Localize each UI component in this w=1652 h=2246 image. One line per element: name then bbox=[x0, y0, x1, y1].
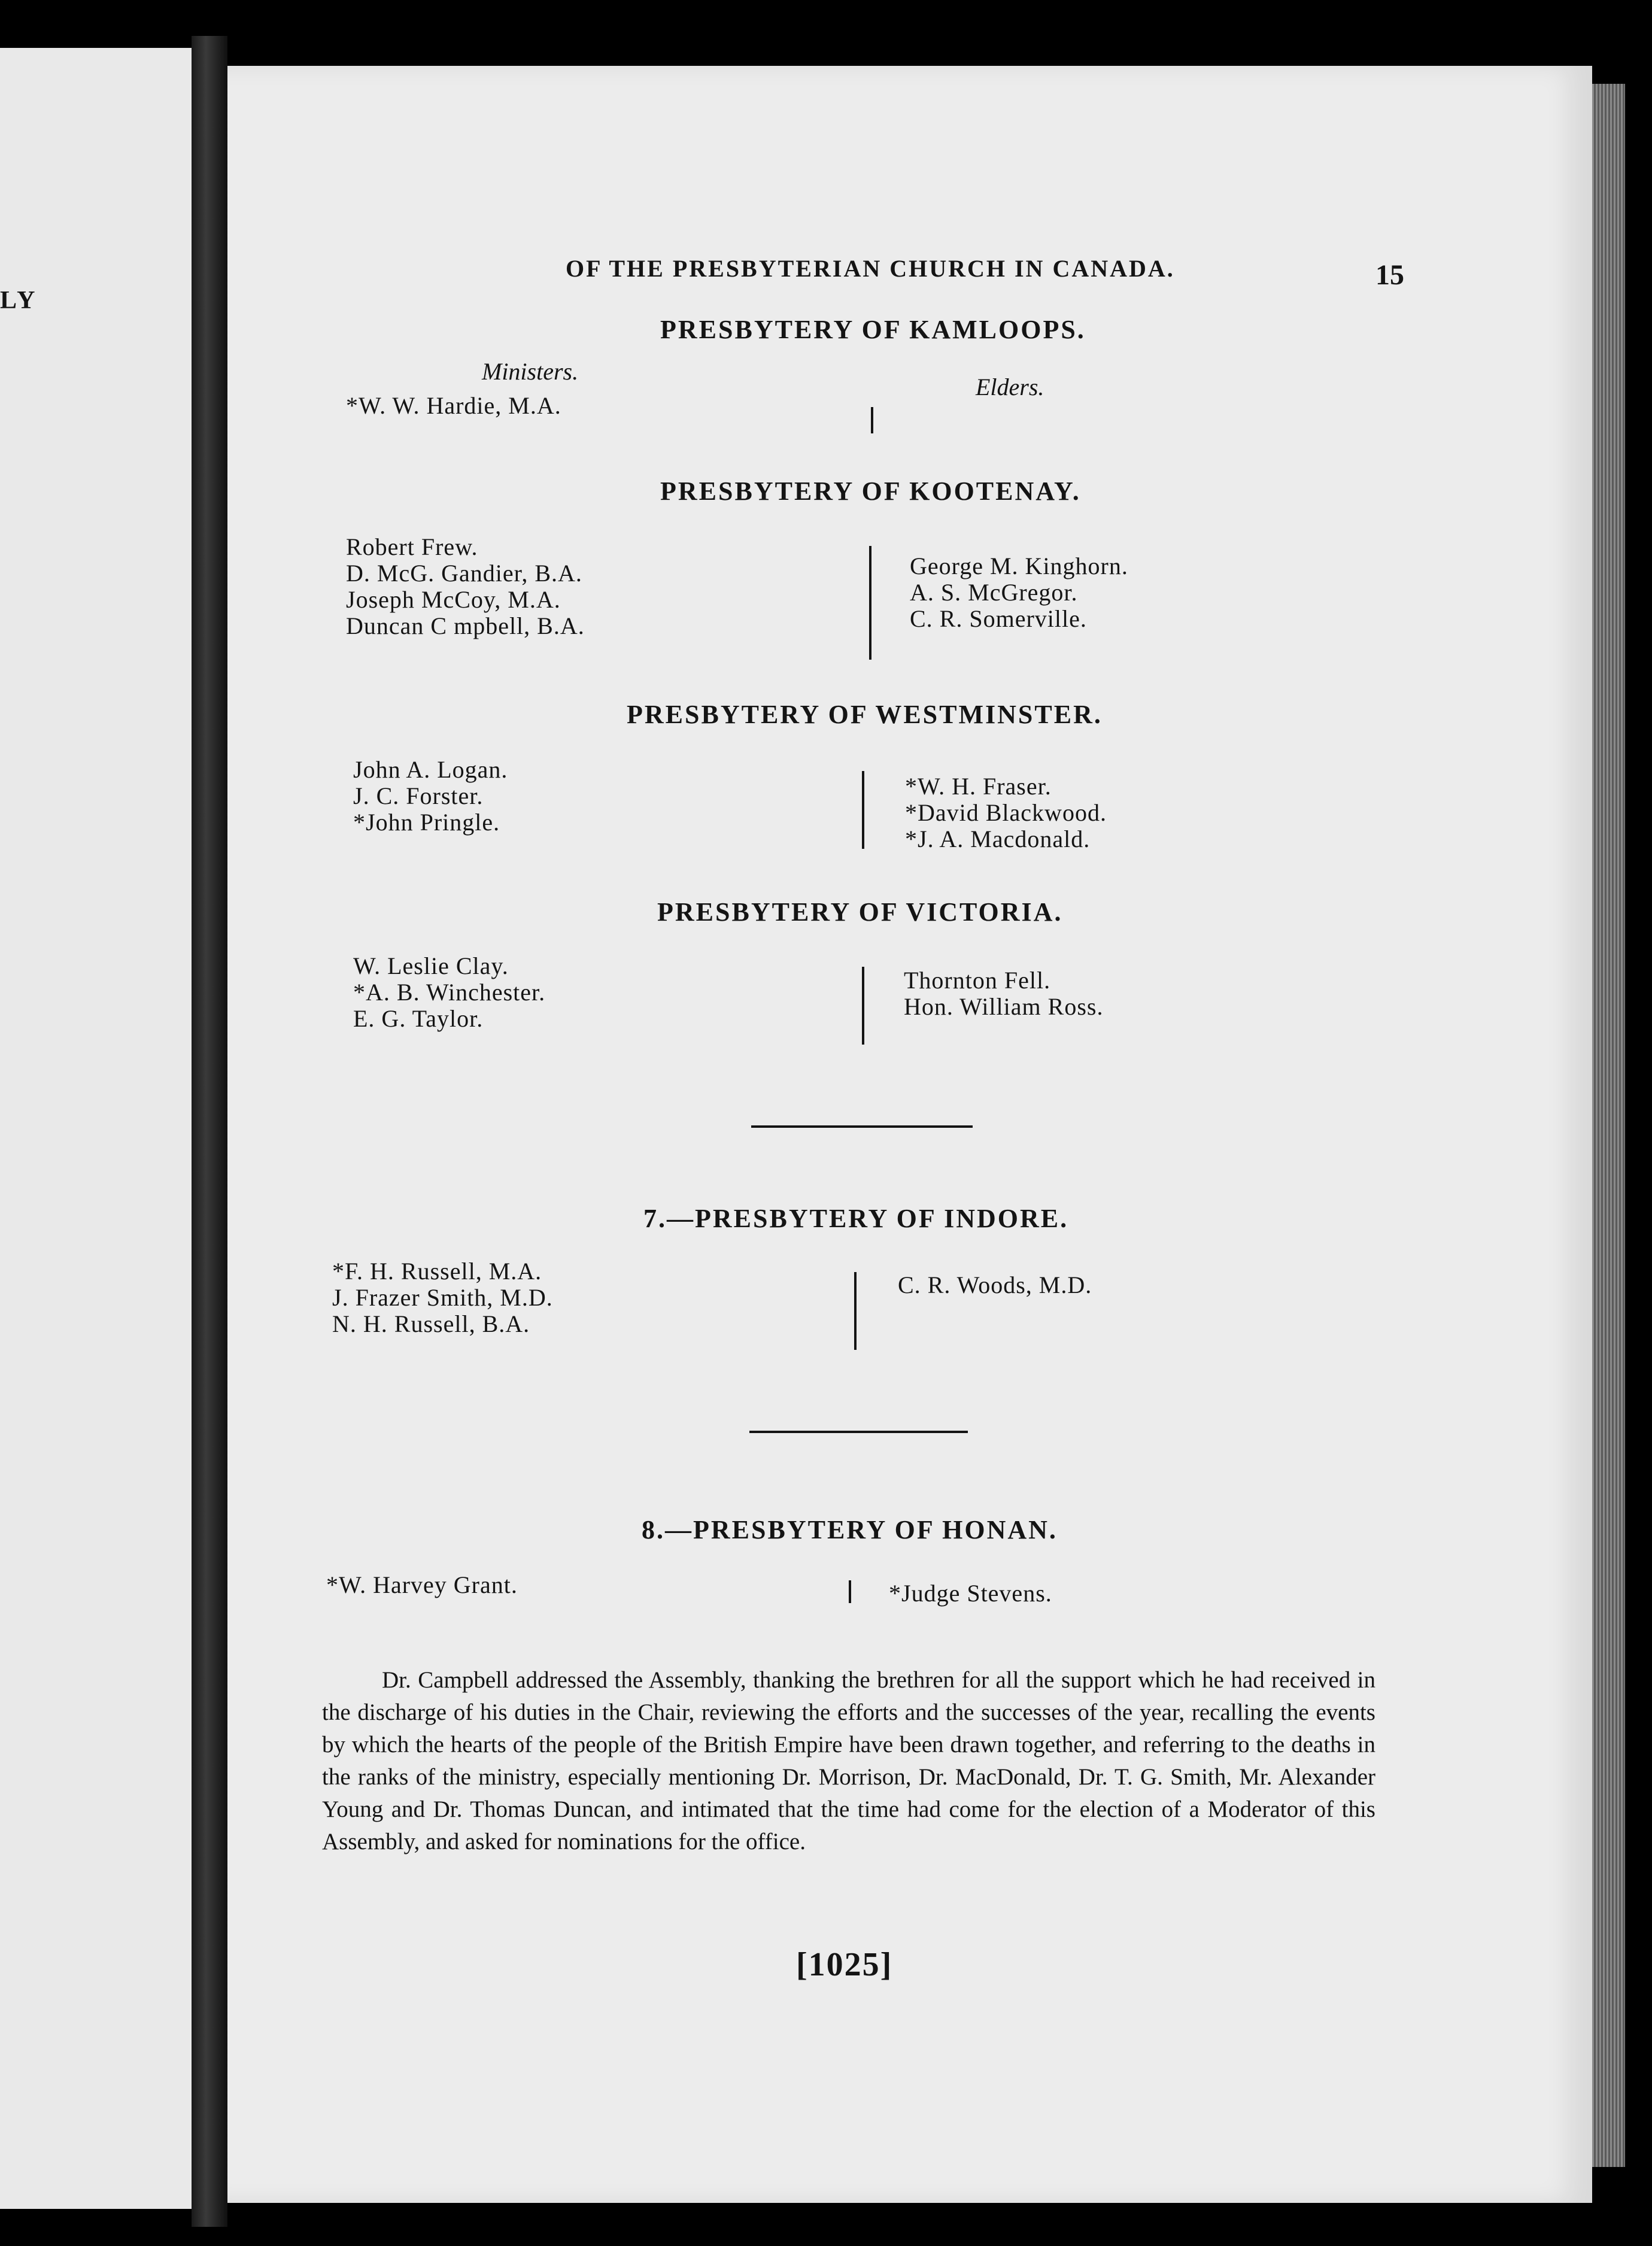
honan-ministers bbox=[326, 1572, 518, 1598]
minister-name: *F. H. Russell, M.A. bbox=[332, 1258, 542, 1285]
minister-name: W. Leslie Clay. bbox=[353, 952, 509, 979]
victoria-ministers bbox=[353, 953, 545, 1032]
presbytery-kootenay-title: PRESBYTERY OF KOOTENAY. bbox=[660, 476, 1081, 506]
indore-ministers bbox=[332, 1258, 553, 1337]
kootenay-ministers bbox=[346, 534, 585, 639]
column-divider bbox=[869, 546, 871, 660]
minister-name: Joseph McCoy, M.A. bbox=[346, 586, 561, 613]
presbytery-westminster-title: PRESBYTERY OF WESTMINSTER. bbox=[627, 700, 1103, 729]
section-divider bbox=[751, 1125, 973, 1128]
elder-name: C. R. Woods, M.D. bbox=[898, 1271, 1092, 1298]
honan-elders bbox=[889, 1580, 1052, 1607]
kootenay-elders bbox=[910, 553, 1128, 632]
kamloops-ministers bbox=[346, 393, 561, 419]
elder-name: *J. A. Macdonald. bbox=[905, 825, 1091, 852]
elder-name: Hon. William Ross. bbox=[904, 993, 1104, 1020]
elder-name: A. S. McGregor. bbox=[910, 579, 1078, 606]
victoria-elders bbox=[904, 967, 1103, 1020]
elder-name: C. R. Somerville. bbox=[910, 605, 1087, 632]
westminster-ministers bbox=[353, 757, 508, 836]
minister-name: D. McG. Gandier, B.A. bbox=[346, 560, 582, 587]
column-divider bbox=[871, 407, 873, 433]
elder-name: *Judge Stevens. bbox=[889, 1580, 1052, 1607]
westminster-elders bbox=[905, 773, 1107, 852]
column-divider bbox=[862, 967, 864, 1045]
ministers-label: Ministers. bbox=[482, 358, 579, 385]
minister-name: E. G. Taylor. bbox=[353, 1005, 484, 1032]
minister-name: N. H. Russell, B.A. bbox=[332, 1310, 530, 1337]
presbytery-kamloops-title: PRESBYTERY OF KAMLOOPS. bbox=[660, 315, 1086, 344]
presbytery-victoria-title: PRESBYTERY OF VICTORIA. bbox=[657, 897, 1063, 927]
column-divider bbox=[862, 771, 864, 849]
page-number: 15 bbox=[1375, 259, 1404, 291]
indore-elders bbox=[898, 1272, 1092, 1298]
running-head: OF THE PRESBYTERIAN CHURCH IN CANADA. bbox=[566, 255, 1175, 282]
elder-name: George M. Kinghorn. bbox=[910, 553, 1128, 579]
column-divider bbox=[849, 1580, 851, 1603]
elder-name: *W. H. Fraser. bbox=[905, 773, 1052, 800]
moderator-paragraph: Dr. Campbell addressed the Assembly, thanking the brethren for all the support which he had received in the discharge of his duties in the Chair, reviewing the efforts and the successes of the year, recalling the events by which the hearts of the people of the British Empire have been drawn together, and referring to the deaths in the ranks of the ministry, especially mentioning Dr. Morrison, Dr. MacDonald, Dr. T. G. Smith, Mr. Alexander Young and Dr. Thomas Duncan, and intimated that the time had come for the election of a Moderator of this Assembly, and asked for nominations for the office. bbox=[322, 1667, 1375, 1855]
book-gutter bbox=[192, 36, 227, 2227]
minister-name: J. C. Forster. bbox=[353, 782, 484, 809]
minister-name: *W. Harvey Grant. bbox=[326, 1571, 518, 1598]
presbytery-honan-title: 8.—PRESBYTERY OF HONAN. bbox=[642, 1515, 1058, 1544]
elders-label: Elders. bbox=[976, 374, 1044, 400]
left-page-text: LY bbox=[0, 287, 38, 314]
minister-name: Duncan C mpbell, B.A. bbox=[346, 612, 585, 639]
section-divider bbox=[749, 1431, 968, 1433]
elder-name: *David Blackwood. bbox=[905, 799, 1107, 826]
page-reference: [1025] bbox=[796, 1946, 893, 1983]
minister-name: *W. W. Hardie, M.A. bbox=[346, 392, 561, 419]
left-page-fragment bbox=[0, 48, 192, 2209]
presbytery-indore-title: 7.—PRESBYTERY OF INDORE. bbox=[643, 1204, 1069, 1233]
elder-name: Thornton Fell. bbox=[904, 967, 1051, 994]
minister-name: J. Frazer Smith, M.D. bbox=[332, 1284, 553, 1311]
minister-name: Robert Frew. bbox=[346, 533, 478, 560]
minister-name: *John Pringle. bbox=[353, 809, 500, 836]
minister-name: John A. Logan. bbox=[353, 756, 508, 783]
minister-name: *A. B. Winchester. bbox=[353, 979, 546, 1006]
page-edge bbox=[1592, 84, 1625, 2167]
document-page bbox=[227, 66, 1592, 2203]
column-divider bbox=[854, 1272, 857, 1350]
